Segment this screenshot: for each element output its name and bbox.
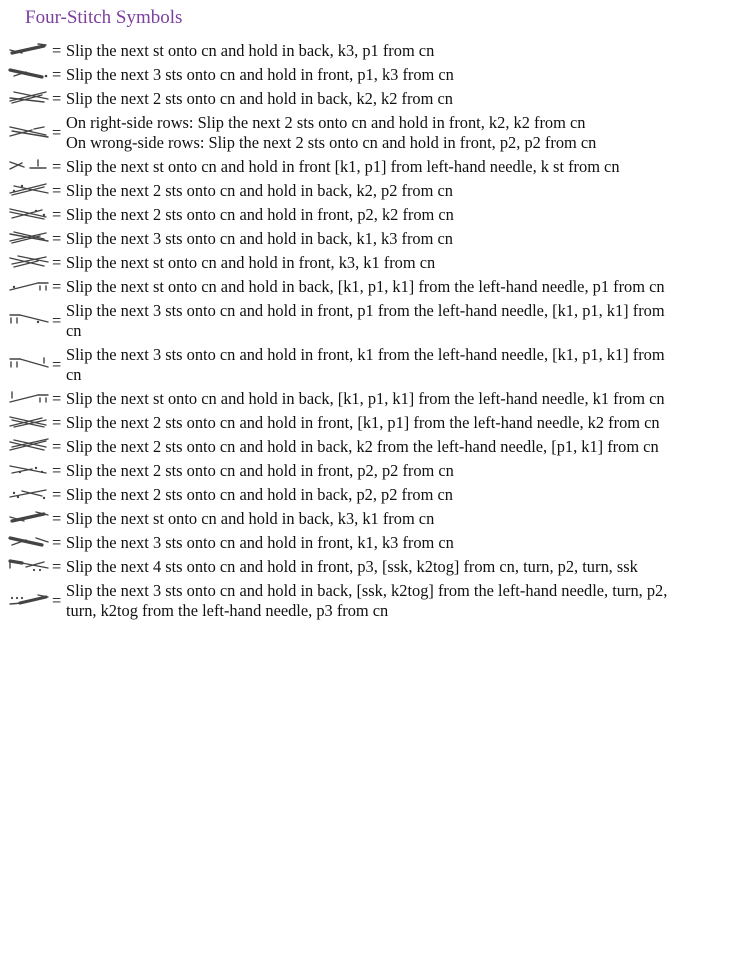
- equals-sign: =: [52, 205, 62, 224]
- symbol-description: Slip the next 2 sts onto cn and hold in back, k2, p2 from cn: [66, 181, 453, 200]
- symbol-description: Slip the next 2 sts onto cn and hold in back, k2 from the left-hand needle, [p1, k1] from cn: [66, 437, 659, 456]
- symbol-description: Slip the next 3 sts onto cn and hold in back, k1, k3 from cn: [66, 229, 453, 248]
- list-item: [0, 179, 750, 203]
- cable-2-2-front-icon: [8, 124, 50, 138]
- list-item: [0, 459, 750, 483]
- equals-sign: =: [52, 437, 62, 456]
- symbol-description: Slip the next 2 sts onto cn and hold in front, [k1, p1] from the left-hand needle, k2 from cn: [66, 413, 660, 432]
- symbol-description: Slip the next 4 sts onto cn and hold in front, p3, [ssk, k2tog] from cn, turn, p2, turn, ssk: [66, 557, 638, 576]
- list-item: [0, 203, 750, 227]
- page-title: Four-Stitch Symbols: [25, 7, 183, 28]
- cable-2-2-front-rib-icon: [8, 414, 50, 428]
- list-item: [0, 63, 750, 87]
- symbol-description: Slip the next 2 sts onto cn and hold in front, p2, p2 from cn: [66, 461, 454, 480]
- equals-sign: =: [52, 557, 62, 576]
- cable-2-2-back-purl-icon: [8, 182, 50, 196]
- list-item: [0, 251, 750, 275]
- symbol-description: Slip the next st onto cn and hold in front [k1, p1] from left-hand needle, k st from cn: [66, 157, 620, 176]
- description-line: cn: [66, 365, 82, 384]
- list-item: [0, 343, 750, 387]
- description-line-right-side: On right-side rows: Slip the next 2 sts onto cn and hold in front, k2, k2 from cn: [66, 113, 586, 132]
- cable-1-3-back-purl-icon: [8, 42, 50, 56]
- description-line: turn, k2tog from the left-hand needle, p3 from cn: [66, 601, 389, 620]
- equals-sign: =: [52, 533, 62, 552]
- symbol-description: [66, 301, 728, 341]
- description-line-wrong-side: On wrong-side rows: Slip the next 2 sts onto cn and hold in front, p2, p2 from cn: [66, 133, 597, 152]
- symbol-description: Slip the next 2 sts onto cn and hold in front, p2, k2 from cn: [66, 205, 454, 224]
- equals-sign: =: [52, 157, 62, 176]
- list-item: [0, 579, 750, 623]
- description-line: cn: [66, 321, 82, 340]
- equals-sign: =: [52, 181, 62, 200]
- equals-sign: =: [52, 591, 62, 610]
- list-item: [0, 483, 750, 507]
- cable-rib-front-k-icon: [8, 356, 50, 370]
- equals-sign: =: [52, 277, 62, 296]
- cable-2-2-back-rib-icon: [8, 438, 50, 452]
- cable-2-2-front-purl-purl-icon: [8, 462, 50, 476]
- cable-1-3-front-icon: [8, 254, 50, 268]
- symbol-description: [66, 345, 728, 385]
- list-item: [0, 155, 750, 179]
- list-item: [0, 39, 750, 63]
- equals-sign: =: [52, 311, 62, 330]
- equals-sign: =: [52, 89, 62, 108]
- cable-rib-back-k-icon: [8, 390, 50, 404]
- description-line: Slip the next 3 sts onto cn and hold in front, p1 from the left-hand needle, [k1, p1, k1] from: [66, 301, 665, 320]
- cable-rib-back-p-icon: [8, 278, 50, 292]
- list-item: [0, 411, 750, 435]
- symbol-description: Slip the next 2 sts onto cn and hold in back, k2, k2 from cn: [66, 89, 453, 108]
- cable-2-2-back-purl-purl-icon: [8, 486, 50, 500]
- cable-3-1-back-icon: [8, 230, 50, 244]
- cable-3-1-front-purl-icon: [8, 66, 50, 80]
- list-item: [0, 387, 750, 411]
- cable-2-2-back-icon: [8, 90, 50, 104]
- equals-sign: =: [52, 509, 62, 528]
- equals-sign: =: [52, 485, 62, 504]
- symbol-list: [0, 39, 750, 623]
- description-line: Slip the next 3 sts onto cn and hold in front, k1 from the left-hand needle, [k1, p1, k1] from: [66, 345, 665, 364]
- symbol-description: [66, 581, 728, 621]
- symbol-description: Slip the next st onto cn and hold in back, k3, p1 from cn: [66, 41, 435, 60]
- list-item: [0, 299, 750, 343]
- symbol-description: Slip the next 3 sts onto cn and hold in front, p1, k3 from cn: [66, 65, 454, 84]
- symbol-description: Slip the next st onto cn and hold in back, [k1, p1, k1] from the left-hand needle, k1 from cn: [66, 389, 665, 408]
- cable-2-2-front-purl-icon: [8, 206, 50, 220]
- cable-4-front-dec-icon: [8, 558, 50, 572]
- list-item: [0, 555, 750, 579]
- symbol-description: Slip the next 3 sts onto cn and hold in front, k1, k3 from cn: [66, 533, 454, 552]
- symbol-description: Slip the next 2 sts onto cn and hold in back, p2, p2 from cn: [66, 485, 453, 504]
- equals-sign: =: [52, 229, 62, 248]
- equals-sign: =: [52, 461, 62, 480]
- symbol-description: Slip the next st onto cn and hold in back, k3, k1 from cn: [66, 509, 435, 528]
- cable-1-3-back-knit-icon: [8, 510, 50, 524]
- cable-rib-front-icon: [8, 158, 50, 172]
- equals-sign: =: [52, 41, 62, 60]
- symbol-description: Slip the next st onto cn and hold in back, [k1, p1, k1] from the left-hand needle, p1 from cn: [66, 277, 665, 296]
- list-item: [0, 227, 750, 251]
- equals-sign: =: [52, 389, 62, 408]
- cable-3-back-dec-icon: [8, 592, 50, 606]
- list-item: [0, 531, 750, 555]
- equals-sign: =: [52, 355, 62, 374]
- symbol-description: [66, 113, 728, 153]
- equals-sign: =: [52, 65, 62, 84]
- list-item: [0, 507, 750, 531]
- description-line: Slip the next 3 sts onto cn and hold in back, [ssk, k2tog] from the left-hand needle, turn, p2,: [66, 581, 668, 600]
- list-item: [0, 435, 750, 459]
- equals-sign: =: [52, 123, 62, 142]
- symbol-description: Slip the next st onto cn and hold in front, k3, k1 from cn: [66, 253, 436, 272]
- list-item: [0, 275, 750, 299]
- equals-sign: =: [52, 253, 62, 272]
- list-item: [0, 87, 750, 111]
- list-item: [0, 111, 750, 155]
- equals-sign: =: [52, 413, 62, 432]
- cable-3-1-front-knit-icon: [8, 534, 50, 548]
- cable-rib-front-p-icon: [8, 312, 50, 326]
